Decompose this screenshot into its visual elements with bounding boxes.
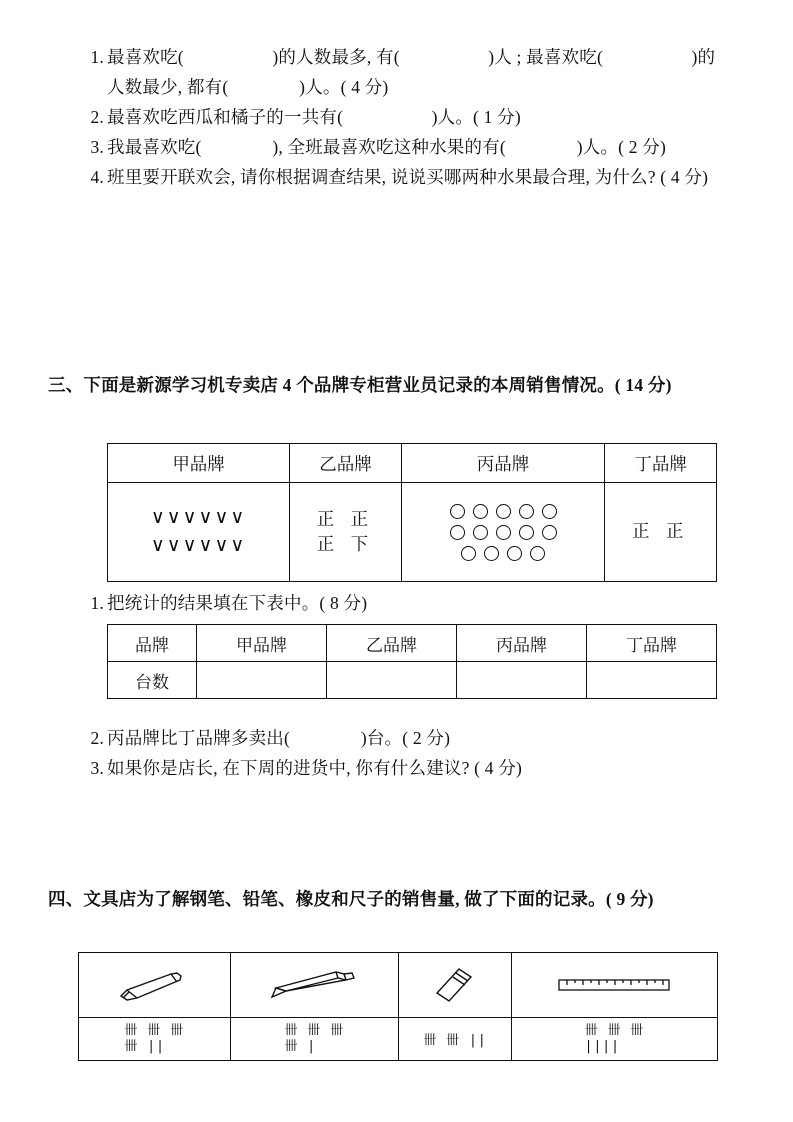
section-text: 下面是新源学习机专卖店 4 个品牌专柜营业员记录的本周销售情况。( 14 分)	[83, 375, 672, 395]
ruler-icon-svg	[555, 973, 673, 997]
zheng-marks-row: 正 正	[631, 521, 690, 542]
column-header-ding: 丁品牌	[605, 444, 717, 483]
answer-cell-bing[interactable]	[457, 662, 587, 699]
question-list	[78, 42, 728, 192]
circle-icon	[473, 504, 488, 519]
question-number: 3.	[90, 758, 104, 779]
question-text: 我最喜欢吃( ), 全班最喜欢吃这种水果的有( )人。( 2 分)	[107, 137, 667, 158]
tally-row-1: 卌 卌 ||	[423, 1032, 487, 1048]
circle-marks-row	[461, 546, 545, 561]
zheng-marks-group	[291, 507, 400, 558]
column-header-yi: 乙品牌	[290, 444, 402, 483]
question-text: 丙品牌比丁品牌多卖出( )台。( 2 分)	[107, 728, 451, 748]
section-number: 三、	[48, 375, 84, 395]
check-marks-group	[109, 504, 288, 559]
section-number: 四、	[48, 889, 84, 909]
tally-marks	[423, 1033, 486, 1049]
list-item	[78, 102, 728, 132]
check-marks-row: ∨∨∨∨∨∨	[150, 506, 247, 529]
list-item	[78, 723, 728, 753]
question-number: 1.	[90, 47, 104, 67]
pen-icon	[80, 954, 229, 1016]
tally-row-2: 卌 ||	[124, 1039, 165, 1054]
brand-tally-table	[107, 443, 717, 582]
circle-icon	[542, 504, 557, 519]
cell-ding-marks	[605, 483, 717, 582]
question-text: 最喜欢吃西瓜和橘子的一共有( )人。( 1 分)	[107, 107, 521, 128]
pen-icon-svg	[111, 968, 197, 1002]
circle-icon	[450, 504, 465, 519]
circle-icon	[473, 525, 488, 540]
question-text: 班里要开联欢会, 请你根据调查结果, 说说买哪两种水果最合理, 为什么? ( 4 分)	[107, 167, 709, 188]
question-number: 2.	[90, 107, 104, 128]
question-text: 最喜欢吃( )的人数最多, 有( )人 ; 最喜欢吃( )的人数最少, 都有( )人。( 4 分)	[107, 47, 716, 98]
circle-marks-row	[450, 525, 557, 540]
column-header-brand: 品牌	[108, 625, 197, 662]
section-heading-4	[48, 884, 738, 914]
table-row	[108, 483, 717, 582]
cell-pencil-tally	[230, 1018, 399, 1061]
check-marks-row: ∨∨∨∨∨∨	[150, 534, 247, 556]
tally-row-2: 卌 |	[284, 1039, 317, 1054]
list-item	[78, 42, 728, 102]
table-row	[79, 953, 718, 1018]
cell-bing-marks	[401, 483, 604, 582]
eraser-icon-svg	[429, 965, 481, 1005]
cell-pen-tally	[79, 1018, 231, 1061]
cell-ruler-picture	[511, 953, 717, 1018]
stationery-tally-table	[78, 952, 718, 1061]
list-item	[78, 132, 728, 162]
pencil-icon-svg	[266, 968, 362, 1002]
circle-icon	[530, 546, 545, 561]
circle-icon	[542, 525, 557, 540]
column-header-jia: 甲品牌	[108, 444, 290, 483]
tally-row-2: ||||	[584, 1039, 620, 1054]
questions-group-1	[78, 42, 728, 192]
column-header-bing: 丙品牌	[457, 625, 587, 662]
cell-jia-marks	[108, 483, 290, 582]
column-header-jia: 甲品牌	[197, 625, 327, 662]
circle-icon	[519, 525, 534, 540]
circle-icon	[496, 525, 511, 540]
circle-icon	[519, 504, 534, 519]
cell-pencil-picture	[230, 953, 399, 1018]
answer-cell-jia[interactable]	[197, 662, 327, 699]
section-heading-3	[48, 370, 738, 400]
column-header-ding: 丁品牌	[586, 625, 716, 662]
cell-eraser-picture	[399, 953, 512, 1018]
zheng-marks-group	[606, 519, 715, 544]
cell-pen-picture	[79, 953, 231, 1018]
tally-row-1: 卌 卌 卌	[284, 1022, 345, 1038]
circle-icon	[507, 546, 522, 561]
questions-section3-sub2	[78, 723, 728, 783]
section-text: 文具店为了解钢笔、铅笔、橡皮和尺子的销售量, 做了下面的记录。( 9 分)	[83, 889, 654, 909]
row-label-count: 台数	[108, 662, 197, 699]
circle-marks-group	[403, 500, 603, 565]
list-item	[78, 588, 728, 618]
column-header-yi: 乙品牌	[327, 625, 457, 662]
question-text: 把统计的结果填在下表中。( 8 分)	[107, 593, 368, 613]
table-row	[79, 1018, 718, 1061]
question-list	[78, 588, 728, 618]
question-list	[78, 723, 728, 783]
questions-section3-sub1	[78, 588, 728, 618]
question-number: 2.	[90, 728, 104, 748]
zheng-marks-row: 正 下	[316, 534, 375, 554]
ruler-icon	[513, 954, 716, 1016]
zheng-marks-row: 正 正	[316, 508, 375, 529]
list-item	[78, 162, 728, 192]
pencil-icon	[232, 954, 398, 1016]
column-header-bing: 丙品牌	[401, 444, 604, 483]
tally-marks	[284, 1023, 344, 1056]
table-row	[108, 662, 717, 699]
tally-row-1: 卌 卌 卌	[124, 1022, 185, 1038]
question-number: 4.	[90, 167, 104, 188]
circle-icon	[496, 504, 511, 519]
tally-row-1: 卌 卌 卌	[584, 1022, 645, 1038]
answer-cell-yi[interactable]	[327, 662, 457, 699]
eraser-icon	[400, 954, 510, 1016]
circle-icon	[484, 546, 499, 561]
circle-icon	[461, 546, 476, 561]
question-number: 3.	[90, 137, 104, 158]
cell-eraser-tally	[399, 1018, 512, 1061]
question-number: 1.	[90, 593, 104, 613]
tally-marks	[124, 1023, 184, 1056]
question-text: 如果你是店长, 在下周的进货中, 你有什么建议? ( 4 分)	[107, 758, 522, 779]
tally-marks	[585, 1023, 645, 1056]
answer-cell-ding[interactable]	[586, 662, 716, 699]
circle-icon	[450, 525, 465, 540]
cell-yi-marks	[290, 483, 402, 582]
list-item	[78, 753, 728, 783]
table-row	[108, 444, 717, 483]
table-row	[108, 625, 717, 662]
circle-marks-row	[450, 504, 557, 519]
cell-ruler-tally	[511, 1018, 717, 1061]
result-fill-table	[107, 624, 717, 699]
